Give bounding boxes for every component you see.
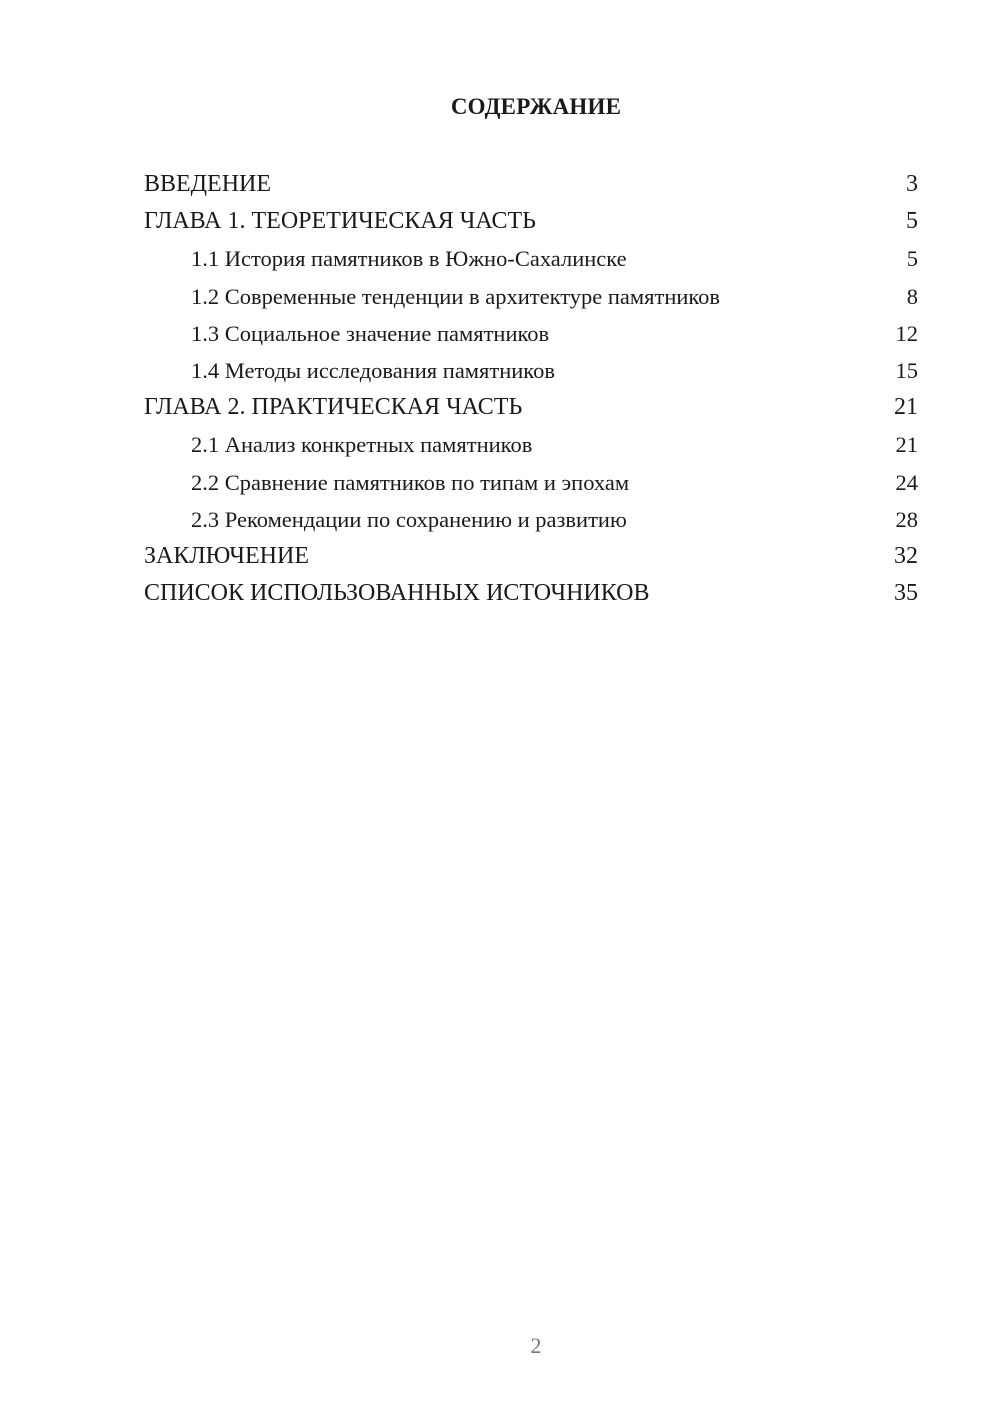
toc-entry-page: 5 <box>906 246 918 272</box>
toc-entry-label: ВВЕДЕНИЕ <box>144 171 272 197</box>
toc-entry-label: 2.2 Сравнение памятников по типам и эпохам <box>191 469 630 495</box>
toc-entry-chapter-1[interactable] <box>144 203 918 240</box>
toc-entry-section-1-3[interactable] <box>144 315 918 352</box>
toc-entry-page: 24 <box>895 469 918 495</box>
toc-entry-page: 8 <box>906 283 918 309</box>
toc-entry-page: 12 <box>895 320 918 346</box>
toc-entry-label: 1.2 Современные тенденции в архитектуре памятников <box>191 283 721 309</box>
toc-entry-section-1-2[interactable] <box>144 278 918 315</box>
toc-entry-page: 35 <box>894 580 918 607</box>
toc-entry-chapter-2[interactable] <box>144 389 918 426</box>
toc-entry-page: 15 <box>895 357 918 383</box>
toc-entry-conclusion[interactable] <box>144 538 918 575</box>
toc-entry-page: 28 <box>895 506 918 532</box>
toc-entry-introduction[interactable] <box>144 166 918 203</box>
toc-entry-section-1-4[interactable] <box>144 352 918 389</box>
toc-entry-section-2-1[interactable] <box>144 426 918 463</box>
toc-entry-section-2-2[interactable] <box>144 464 918 501</box>
toc-entry-label: 1.1 История памятников в Южно-Сахалинске <box>191 246 627 272</box>
page-title: СОДЕРЖАНИЕ <box>450 94 622 119</box>
toc-entry-label: ГЛАВА 1. ТЕОРЕТИЧЕСКАЯ ЧАСТЬ <box>144 208 536 235</box>
toc-entry-section-1-1[interactable] <box>144 240 918 277</box>
toc-entry-page: 3 <box>906 171 918 197</box>
toc-entry-references[interactable] <box>144 575 918 612</box>
toc-entry-label: 2.1 Анализ конкретных памятников <box>191 432 533 458</box>
toc-entry-label: ЗАКЛЮЧЕНИЕ <box>144 542 309 569</box>
toc-entry-label: 2.3 Рекомендации по сохранению и развитию <box>191 506 627 532</box>
toc-entry-page: 5 <box>906 208 918 235</box>
toc-entry-page: 32 <box>894 542 918 569</box>
toc-entry-label: 1.4 Методы исследования памятников <box>191 357 555 383</box>
toc-entry-section-2-3[interactable] <box>144 501 918 538</box>
toc-entry-page: 21 <box>894 394 918 421</box>
table-of-contents <box>144 166 918 612</box>
page-number: 2 <box>530 1333 542 1358</box>
toc-entry-label: СПИСОК ИСПОЛЬЗОВАННЫХ ИСТОЧНИКОВ <box>144 580 650 607</box>
toc-entry-page: 21 <box>895 432 918 458</box>
toc-entry-label: ГЛАВА 2. ПРАКТИЧЕСКАЯ ЧАСТЬ <box>144 394 523 421</box>
toc-entry-label: 1.3 Социальное значение памятников <box>191 320 550 346</box>
